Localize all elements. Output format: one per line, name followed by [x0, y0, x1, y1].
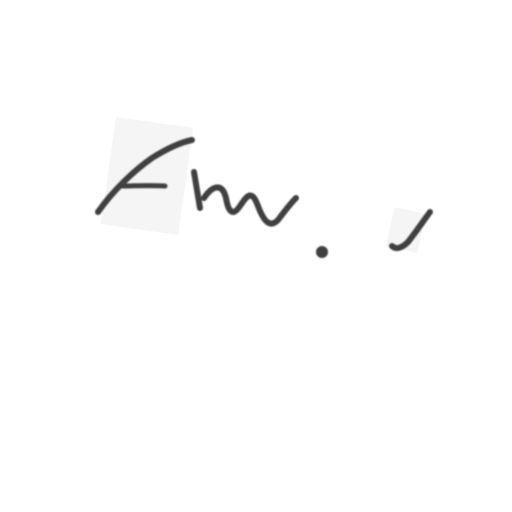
letter-f-stem — [98, 140, 192, 212]
period-mark — [317, 247, 327, 257]
letter-i-stroke — [194, 172, 200, 208]
letter-n-stroke — [204, 187, 296, 223]
comma-mark — [392, 212, 430, 248]
